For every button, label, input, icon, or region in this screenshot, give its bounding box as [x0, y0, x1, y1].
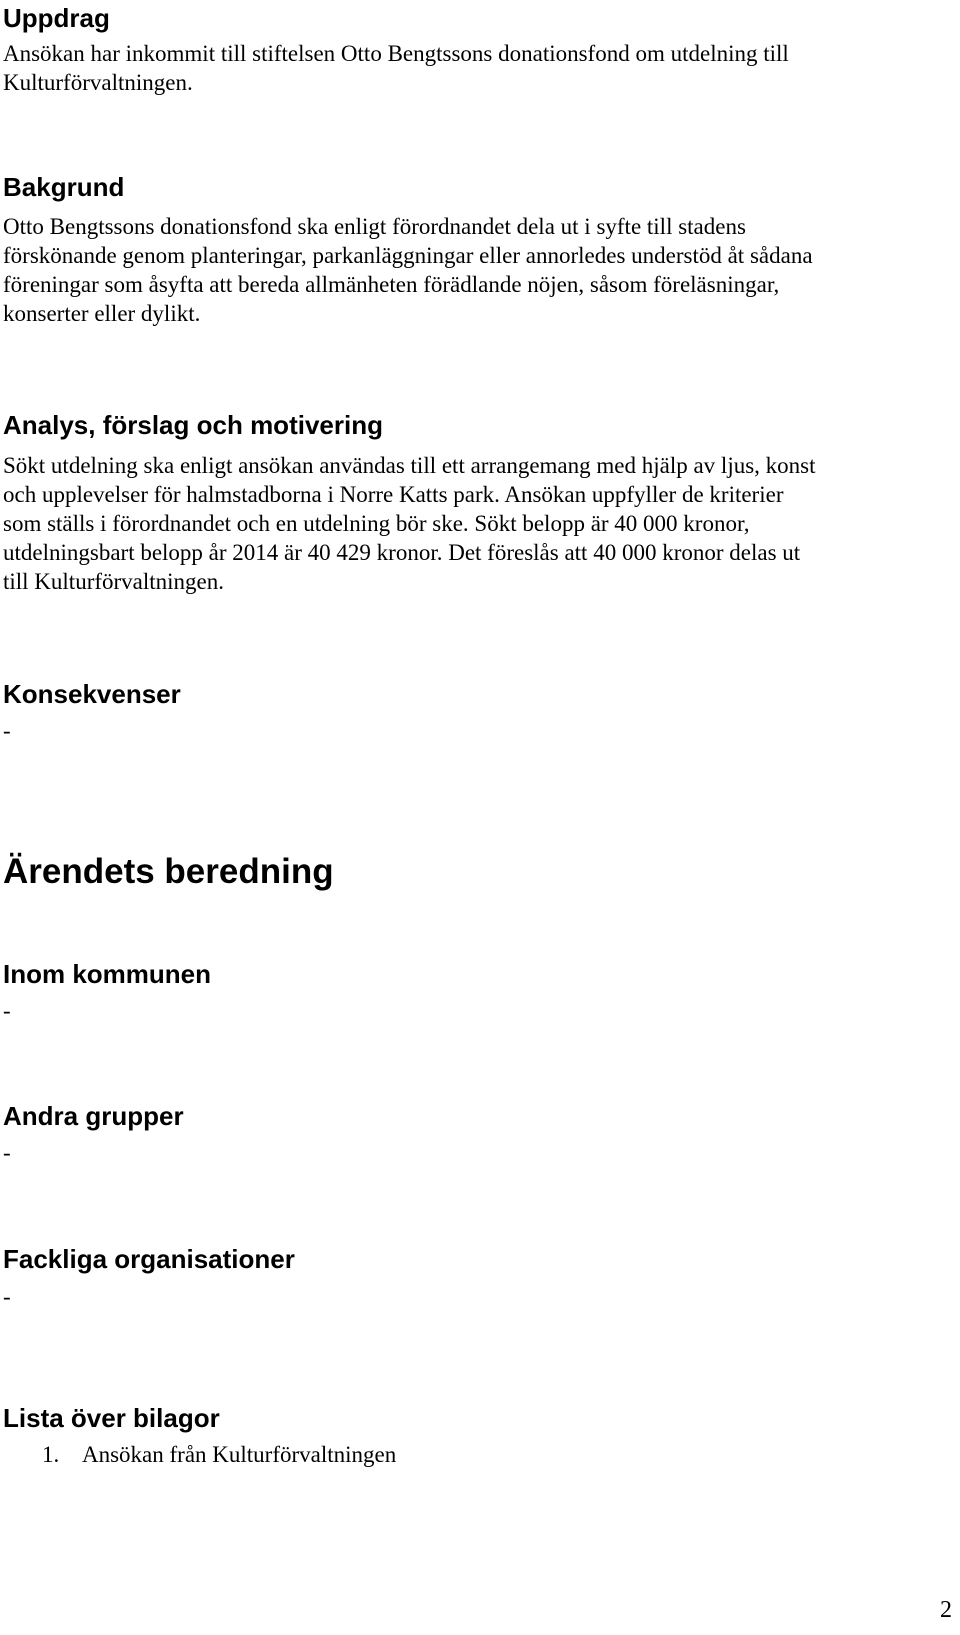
andra-grupper-text: -: [3, 1140, 11, 1165]
heading-uppdrag: Uppdrag: [3, 3, 110, 33]
heading-konsekvenser: Konsekvenser: [3, 679, 181, 709]
text-line: till Kulturförvaltningen.: [3, 569, 225, 594]
heading-bakgrund: Bakgrund: [3, 172, 125, 202]
text-line: utdelningsbart belopp år 2014 är 40 429 kronor. Det föreslås att 40 000 kronor delas ut: [3, 540, 801, 565]
list-item: [42, 1440, 396, 1469]
text-line: Kulturförvaltningen.: [3, 70, 193, 95]
text-line: och upplevelser för halmstadborna i Norre Katts park. Ansökan uppfyller de kriterier: [3, 482, 784, 507]
heading-fackliga-organisationer: Fackliga organisationer: [3, 1244, 295, 1274]
attachment-list: [42, 1440, 396, 1469]
attachment-label: Ansökan från Kulturförvaltningen: [82, 1442, 397, 1467]
paragraph-bakgrund: [3, 212, 813, 328]
inom-kommunen-text: -: [3, 998, 11, 1023]
konsekvenser-text: -: [3, 718, 11, 743]
heading-arendets-beredning: Ärendets beredning: [3, 852, 334, 891]
text-line: konserter eller dylikt.: [3, 301, 201, 326]
text-line: Sökt utdelning ska enligt ansökan användas till ett arrangemang med hjälp av ljus, konst: [3, 453, 816, 478]
fackliga-text: -: [3, 1284, 11, 1309]
heading-analys: Analys, förslag och motivering: [3, 410, 383, 440]
heading-andra-grupper: Andra grupper: [3, 1101, 184, 1131]
heading-inom-kommunen: Inom kommunen: [3, 959, 212, 989]
heading-lista-over-bilagor: Lista över bilagor: [3, 1403, 220, 1433]
text-line: föreningar som åsyfta att bereda allmänheten förädlande nöjen, såsom föreläsningar,: [3, 272, 780, 297]
text-line: förskönande genom planteringar, parkanläggningar eller annorledes understöd åt sådana: [3, 243, 813, 268]
text-line: Otto Bengtssons donationsfond ska enligt förordnandet dela ut i syfte till stadens: [3, 214, 746, 239]
text-line: som ställs i förordnandet och en utdelning bör ske. Sökt belopp är 40 000 kronor,: [3, 511, 750, 536]
text-line: Ansökan har inkommit till stiftelsen Otto Bengtssons donationsfond om utdelning till: [3, 41, 789, 66]
attachment-number: 1.: [42, 1442, 60, 1467]
page-number: 2: [940, 1597, 952, 1623]
paragraph-uppdrag: [3, 39, 789, 97]
paragraph-analys: [3, 451, 816, 596]
